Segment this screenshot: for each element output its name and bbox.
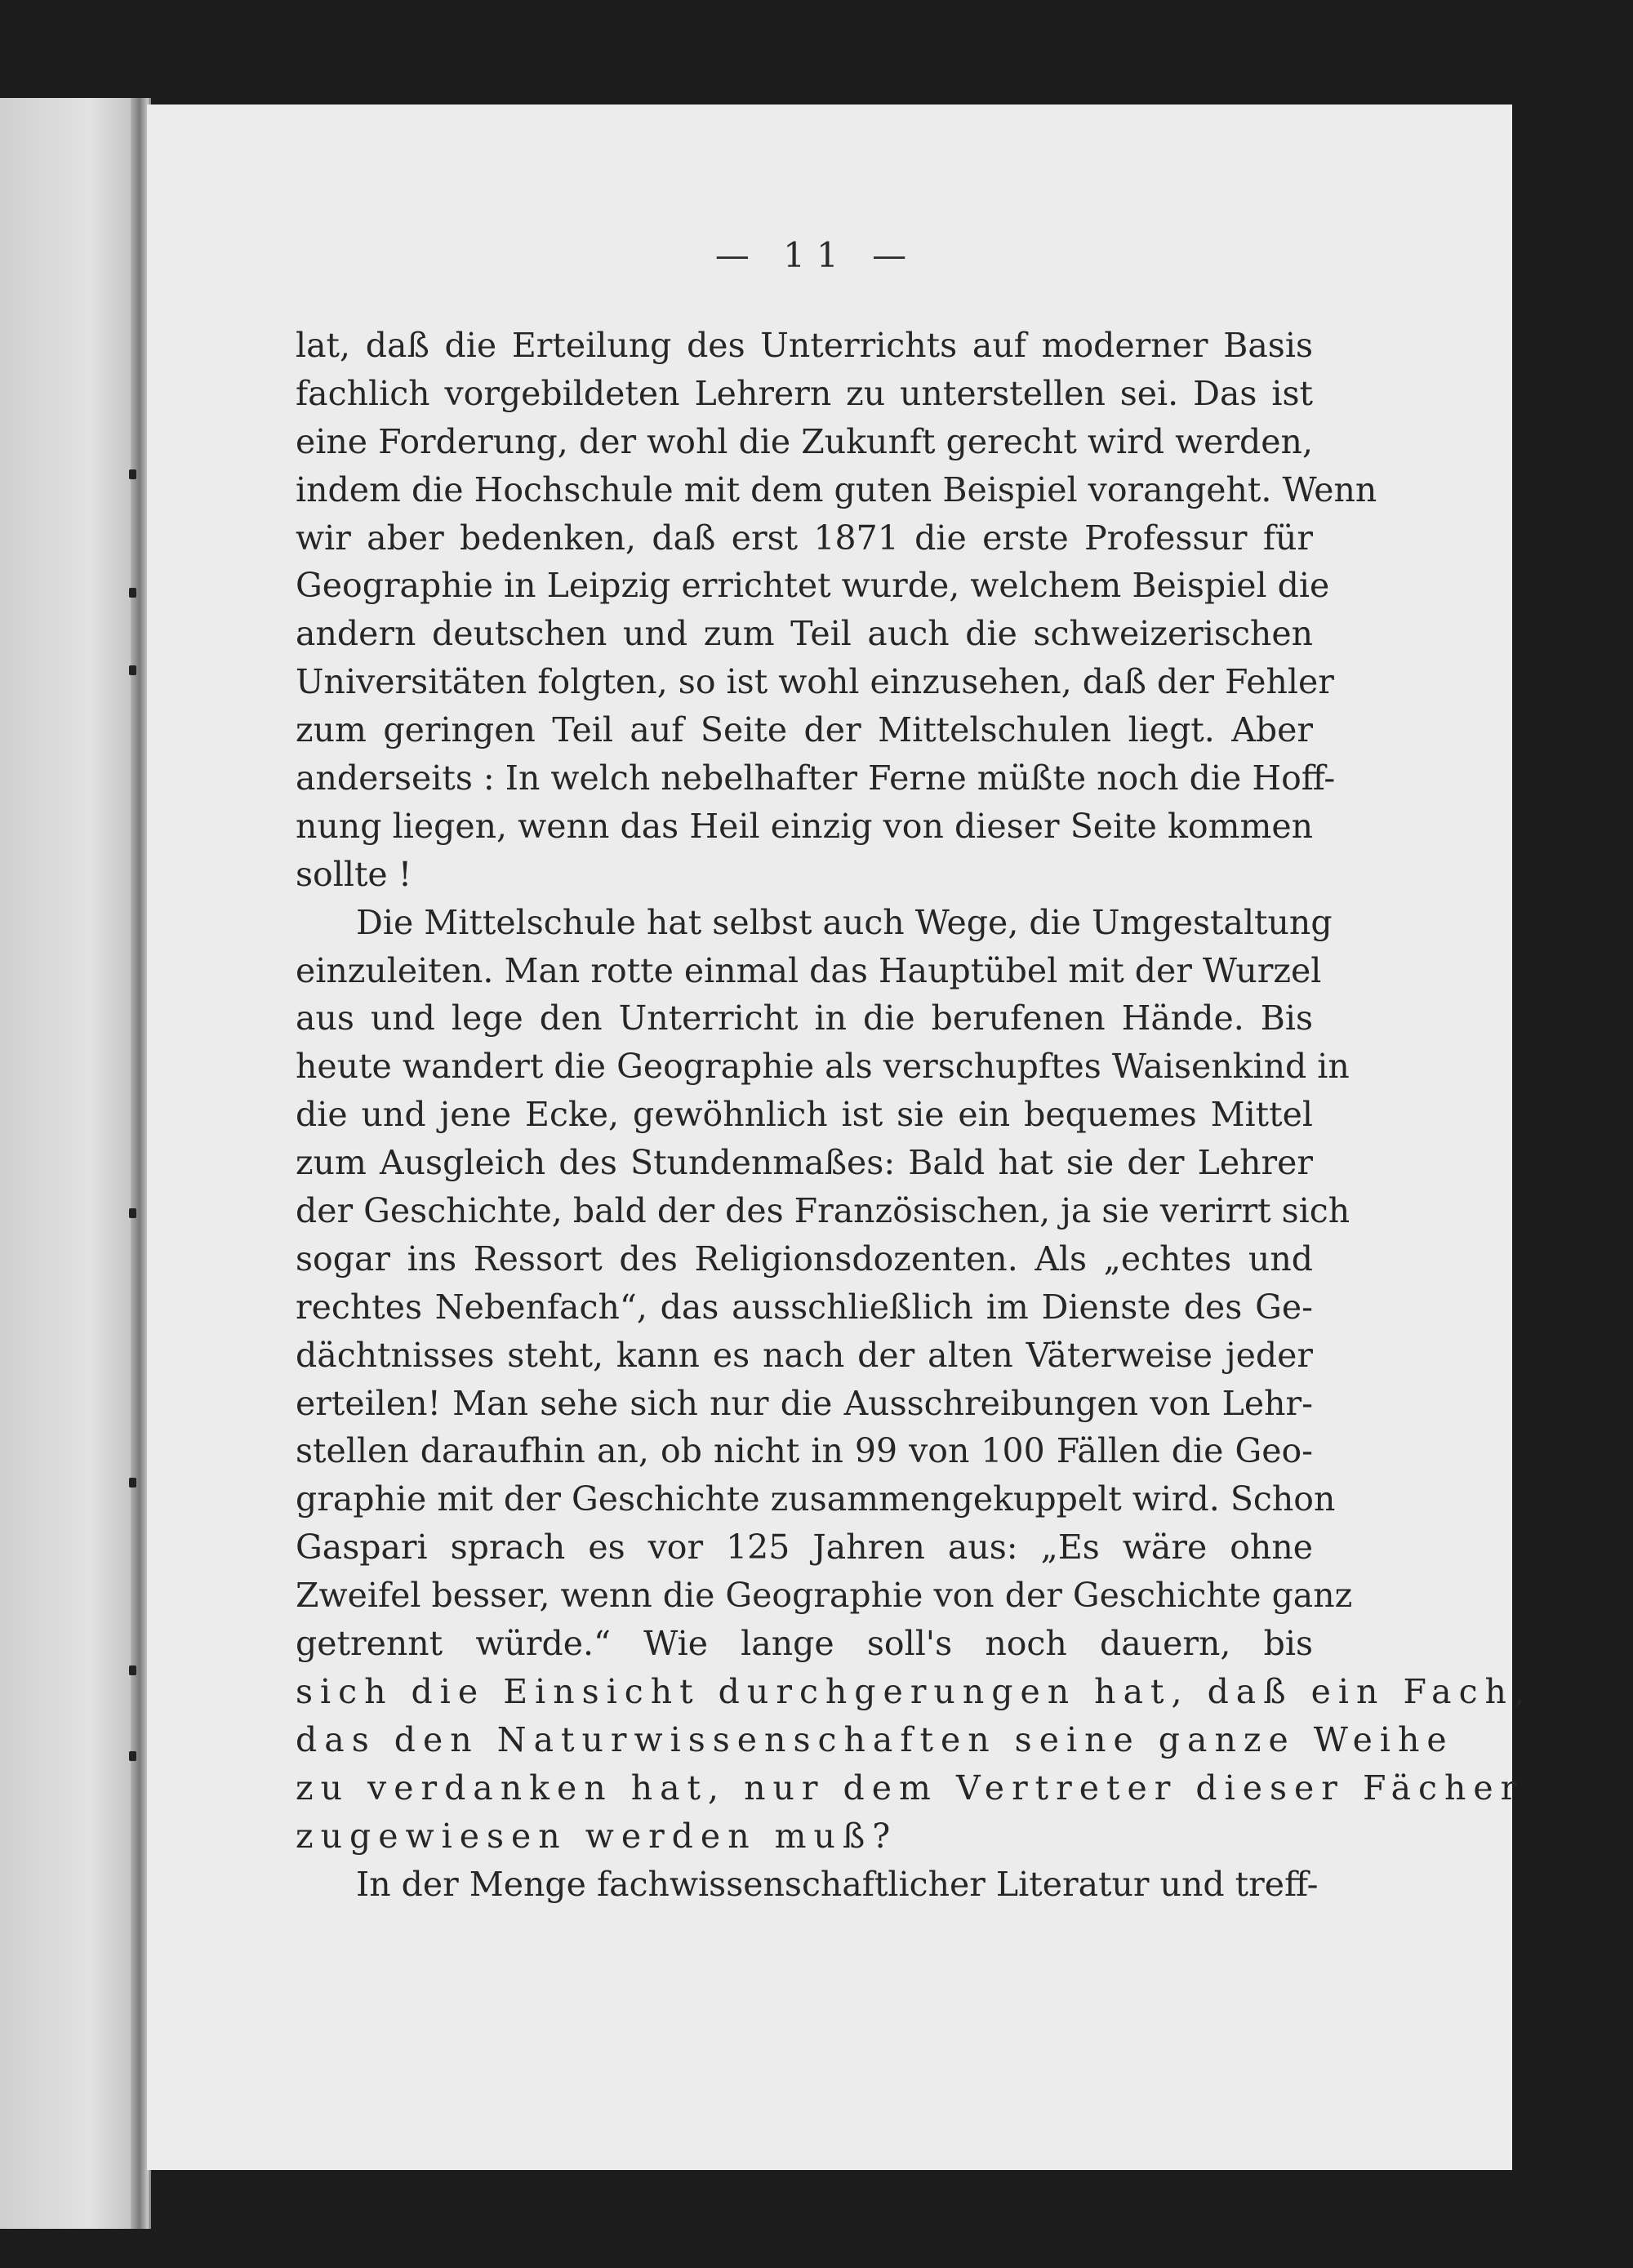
text-line: Universitäten folgten, so ist wohl einzusehen, daß der Fehler: [296, 662, 1334, 702]
text-line: Die Mittelschule hat selbst auch Wege, die Umgestaltung: [356, 902, 1333, 942]
text-line: fachlich vorgebildeten Lehrern zu unterstellen sei. Das ist: [296, 373, 1313, 413]
text-line: zum geringen Teil auf Seite der Mittelschulen liegt. Aber: [296, 710, 1313, 750]
text-line: Zweifel besser, wenn die Geographie von der Geschichte ganz: [296, 1576, 1353, 1616]
text-line: In der Menge fachwissenschaftlicher Literatur und treff-: [356, 1864, 1319, 1904]
text-line: indem die Hochschule mit dem guten Beispiel vorangeht. Wenn: [296, 469, 1377, 509]
text-line: zum Ausgleich des Stundenmaßes: Bald hat sie der Lehrer: [296, 1143, 1313, 1183]
text-line: heute wandert die Geographie als verschupftes Waisenkind in: [296, 1047, 1350, 1087]
page-mark: [129, 588, 136, 598]
book-gutter: [131, 98, 149, 2229]
text-line: zugewiesen werden muß?: [296, 1816, 898, 1856]
text-line: rechtes Nebenfach“, das ausschließlich im Dienste des Ge-: [296, 1287, 1313, 1327]
text-line: erteilen! Man sehe sich nur die Ausschreibungen von Lehr-: [296, 1383, 1313, 1423]
text-line: die und jene Ecke, gewöhnlich ist sie ein bequemes Mittel: [296, 1095, 1313, 1135]
text-line: sogar ins Ressort des Religionsdozenten. Als „echtes und: [296, 1239, 1313, 1279]
text-line: anderseits : In welch nebelhafter Ferne müßte noch die Hoff-: [296, 758, 1336, 798]
page-mark: [129, 469, 136, 479]
text-line: graphie mit der Geschichte zusammengekuppelt wird. Schon: [296, 1479, 1336, 1519]
text-line: getrennt würde.“ Wie lange soll's noch dauern, bis: [296, 1624, 1313, 1664]
text-line: Geographie in Leipzig errichtet wurde, welchem Beispiel die: [296, 566, 1330, 606]
text-line: dächtnisses steht, kann es nach der alten Väterweise jeder: [296, 1335, 1313, 1375]
text-line: wir aber bedenken, daß erst 1871 die erste Professur für: [296, 518, 1313, 558]
text-line: lat, daß die Erteilung des Unterrichts auf moderner Basis: [296, 326, 1313, 365]
page-number: — 11 —: [714, 235, 919, 275]
text-line: nung liegen, wenn das Heil einzig von dieser Seite kommen: [296, 806, 1313, 846]
page-mark: [129, 1751, 136, 1761]
text-line: Gaspari sprach es vor 125 Jahren aus: „Es wäre ohne: [296, 1528, 1313, 1568]
text-line: andern deutschen und zum Teil auch die schweizerischen: [296, 614, 1313, 654]
text-line: aus und lege den Unterricht in die berufenen Hände. Bis: [296, 998, 1313, 1038]
text-line: einzuleiten. Man rotte einmal das Hauptübel mit der Wurzel: [296, 950, 1322, 990]
text-line: eine Forderung, der wohl die Zukunft gerecht wird werden,: [296, 421, 1313, 461]
page-mark: [129, 1665, 136, 1675]
facing-page-edge: [0, 98, 151, 2229]
text-line: das den Naturwissenschaften seine ganze Weihe: [296, 1719, 1454, 1759]
text-line: stellen daraufhin an, ob nicht in 99 von 100 Fällen die Geo-: [296, 1431, 1313, 1471]
page-mark: [129, 1208, 136, 1218]
page-mark: [129, 1478, 136, 1488]
text-line: der Geschichte, bald der des Französischen, ja sie verirrt sich: [296, 1191, 1350, 1231]
text-line: sich die Einsicht durchgerungen hat, daß ein Fach,: [296, 1671, 1532, 1711]
text-line: zu verdanken hat, nur dem Vertreter dieser Fächer: [296, 1768, 1524, 1808]
page-mark: [129, 665, 136, 675]
body-text: [296, 322, 1532, 1908]
text-line: sollte !: [296, 854, 412, 894]
